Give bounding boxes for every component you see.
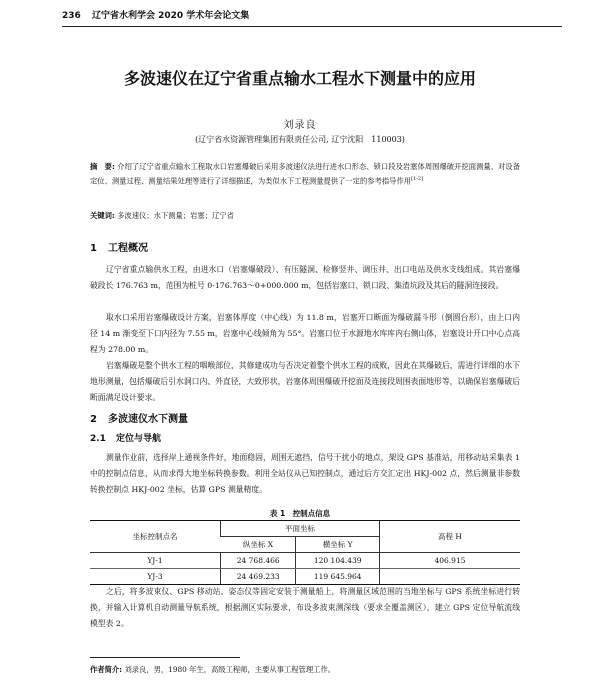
section-title: 工程概况 [108, 243, 148, 254]
abstract-label: 摘 要: [90, 162, 115, 171]
footnote-label: 作者简介: [90, 665, 123, 674]
section-heading-2 [90, 410, 188, 425]
section-title: 多波速仪水下测量 [108, 414, 188, 425]
col-header-x: 纵坐标 X [221, 537, 296, 553]
paragraph-overview: 辽宁省重点输供水工程，由进水口（岩塞爆破段）、有压隧洞、检修竖井、调压井、出口电站及供水支线组成。其岩塞爆破段长 176.763 m，范围为桩号 0-176.763～0+000.000 m，包括岩塞口、锁口段、集渣坑段及其后的隧洞连接段。 [90, 265, 520, 290]
author-affiliation: (辽宁省水资源管理集团有限责任公司, 辽宁沈阳 110003) [195, 135, 405, 144]
paragraph-importance: 岩塞爆破是整个供水工程的咽喉部位，其修建成功与否决定着整个供水工程的成败，因此在其爆破后，需进行详细的水下地形测量，包括爆破后引水洞口内、外直径，大致形状，岩塞体周围爆破开挖面及连接段周围表面地形等，以确保岩塞爆破后断面满足设计要求。 [90, 361, 520, 402]
paper-title: 多波速仪在辽宁省重点输水工程水下测量中的应用 [123, 69, 476, 88]
footnote-divider [90, 657, 240, 658]
cell-y: 120 104.439 [296, 553, 380, 569]
cell-x: 24 469.233 [221, 569, 296, 585]
paragraph-design: 取水口采用岩塞爆破设计方案，岩塞体厚度（中心线）为 11.8 m，岩塞开口断面为爆破漏斗形（倒圆台形），由上口内径 14 m 渐变至下口内径为 7.55 m，岩塞中心线倾角为 55°。岩塞口位于水源地水库库内右侧山体，岩塞设计开口中心点高程为 278.00 m。 [90, 313, 520, 354]
running-header [62, 8, 562, 27]
table-row [90, 569, 520, 585]
abstract-text: 介绍了辽宁省重点输水工程取水口岩塞爆破后采用多波速仪法进行进水口形态、锁口段及岩塞体周围爆破开挖面测量、对设备定位、测量过程、测量结果处理等进行了详细描述，为类似水下工程测量提供了一定的参考指导作用 [90, 162, 520, 186]
subsection-number: 2.1 [90, 434, 106, 444]
col-header-point: 坐标控制点名 [90, 521, 221, 553]
author-footnote [90, 665, 335, 675]
section-number: 1 [90, 243, 97, 254]
cell-y: 119 645.964 [296, 569, 380, 585]
table-caption: 表 1 控制点信息 [269, 509, 331, 518]
paragraph-positioning: 测量作业前，选择岸上通视条件好，地面稳固，周围无遮挡，信号干扰小的地点，架设 GPS 基准站，用移动站采集表 1 中的控制点信息，从而求得大地坐标转换参数。利用全站仪从已知控制点，通过后方交汇定出 HKJ-002 点，然后测量非参数转换控制点 HKJ-002 坐标，估算 GPS 测量精度。 [90, 453, 520, 494]
col-header-elevation: 高程 H [380, 521, 521, 553]
subsection-title: 定位与导航 [116, 434, 162, 444]
page-number: 236 [62, 11, 81, 21]
cell-point: YJ-1 [90, 553, 221, 569]
abstract-citation: [1-2] [411, 176, 424, 182]
cell-h [380, 569, 521, 585]
keywords-label: 关键词: [90, 211, 115, 220]
col-header-y: 横坐标 Y [296, 537, 380, 553]
paragraph-navigation: 之后，将多波束仪、GPS 移动站、姿态仪等固定安装于测量船上，将测量区域范围的当地坐标与 GPS 系统坐标进行转换，并输入计算机自动测量导航系统，根据测区实际要求，布设多波束测深线（要求全覆盖测区），建立 GPS 定位导航流线模型表 2。 [90, 587, 520, 628]
cell-point: YJ-3 [90, 569, 221, 585]
journal-title: 辽宁省水利学会 2020 学术年会论文集 [91, 11, 250, 21]
section-heading-1 [90, 239, 148, 254]
keywords-text: 多波速仪；水下测量；岩塞；辽宁省 [117, 211, 234, 220]
footnote-text: 刘录良，男，1980 年生，高级工程师，主要从事工程管理工作。 [124, 665, 336, 674]
cell-h: 406.915 [380, 553, 521, 569]
control-point-table [90, 520, 520, 585]
abstract [90, 160, 520, 187]
keywords [90, 211, 520, 221]
col-header-plane: 平面坐标 [221, 521, 380, 537]
cell-x: 24 768.466 [221, 553, 296, 569]
table-row [90, 553, 520, 569]
author-name: 刘录良 [283, 120, 317, 131]
section-number: 2 [90, 414, 97, 425]
subsection-heading-2-1 [90, 431, 161, 444]
